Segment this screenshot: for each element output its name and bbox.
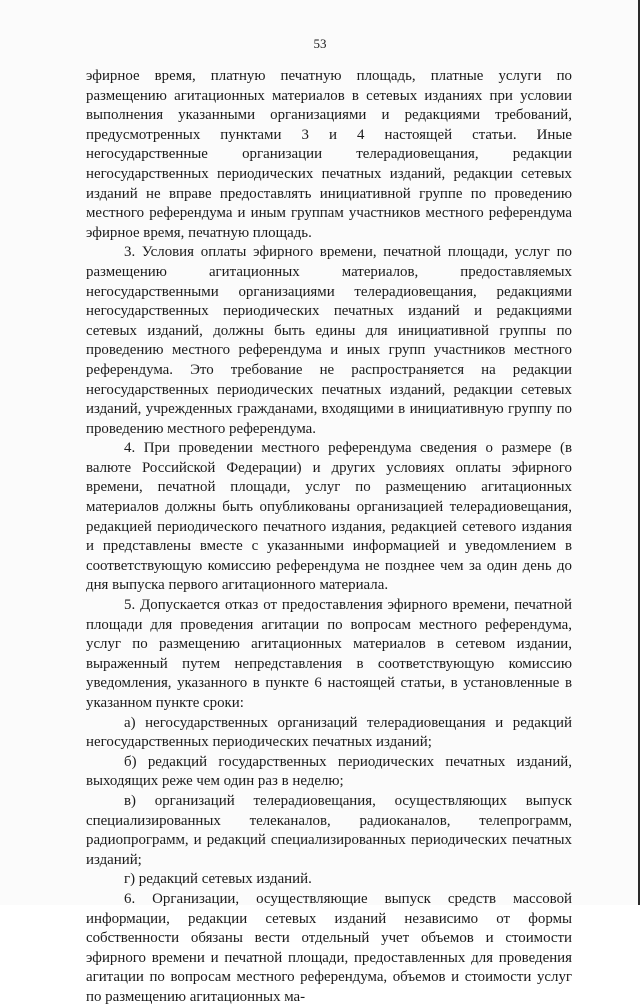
page-number: 53	[313, 36, 327, 51]
paragraph-item-5: 5. Допускается отказ от предоставления эфирного времени, печатной площади для проведения агитации по вопросам местного референдума, услуг по размещению агитационных материалов в сетевом издании, выраженный путем непредставления в соответствующую комиссию уведомления, указанного в пункте 6 настоящей статьи, в установленные в указанном пункте сроки:	[86, 597, 572, 711]
paragraph-item-4: 4. При проведении местного референдума сведения о размере (в валюте Российской Федерации) и других условиях оплаты эфирного времени, печатной площади, услуг по размещению агитационных материалов должны быть опубликованы организацией телерадиовещания, редакцией периодического печатного издания, редакцией сетевого издания и представлены вместе с указанными информацией и уведомлением в соответствующую комиссию референдума не позднее чем за один день до дня выпуска первого агитационного материала.	[86, 440, 572, 594]
subitem-g: г) редакций сетевых изданий.	[124, 871, 312, 888]
paragraph-item-3: 3. Условия оплаты эфирного времени, печатной площади, услуг по размещению агитационных материалов, предоставляемых негосударственными организациями телерадиовещания, редакциями негосударственных периодических печатных изданий и редакциями сетевых изданий, должны быть едины для инициативной группы по проведению местного референдума и иных групп участников местного референдума. Это требование не распространяется на редакции негосударственных периодических печатных изданий, редакции сетевых изданий, учрежденных гражданами, входящими в инициативную группу по проведению местного референдума.	[86, 244, 572, 437]
paragraph-continuation: эфирное время, платную печатную площадь, платные услуги по размещению агитационных материалов в сетевых изданиях при условии выполнения указанными организациями и редакциями требований, предусмотренных пунктами 3 и 4 настоящей статьи. Иные негосударственные организации телерадиовещания, редакции негосударственных периодических печатных изданий, редакции сетевых изданий не вправе предоставлять инициативной группе по проведению местного референдума и иным группам участников местного референдума эфирное время, печатную площадь.	[86, 68, 572, 241]
subitem-v: в) организаций телерадиовещания, осуществляющих выпуск специализированных телеканалов, радиоканалов, телепрограмм, радиопрограмм, и редакций специализированных периодических печатных изданий;	[86, 792, 572, 868]
paragraph-item-6: 6. Организации, осуществляющие выпуск средств массовой информации, редакции сетевых изданий независимо от формы собственности обязаны вести отдельный учет объемов и стоимости эфирного времени и печатной площади, предоставленных для проведения агитации по вопросам местного референдума, объемов и стоимости услуг по размещению агитационных ма-	[86, 890, 572, 1005]
subitem-a: а) негосударственных организаций телерадиовещания и редакций негосударственных периодических печатных изданий;	[86, 714, 572, 751]
subitem-b: б) редакций государственных периодических печатных изданий, выходящих реже чем один раз в неделю;	[86, 753, 572, 790]
document-body	[86, 67, 572, 1008]
